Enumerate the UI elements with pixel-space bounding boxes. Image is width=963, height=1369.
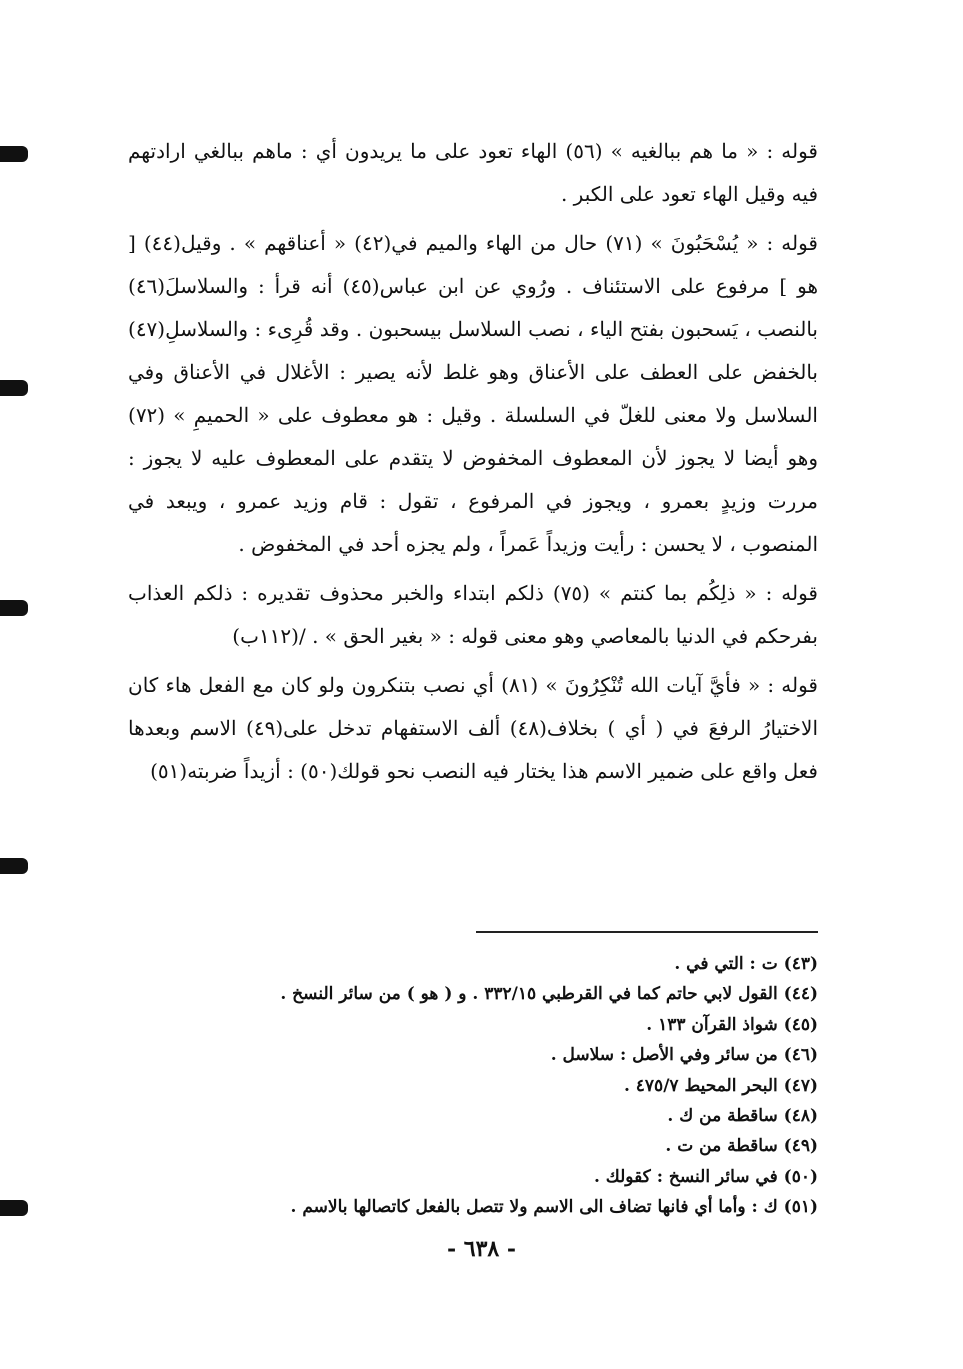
footnote: (٤٤) القول لابي حاتم كما في القرطبي ٣٣٢/١٥ . و ( هو ) من سائر النسخ . — [280, 984, 818, 1005]
main-text — [128, 130, 818, 799]
footnotes — [128, 949, 818, 1223]
footnote: (٥٠) في سائر النسخ : كقولك . — [593, 1166, 818, 1187]
paragraph: قوله : « يُسْحَبُونَ » (٧١) حال من الهاء والميم في(٤٢) « أعناقهم » . وقيل(٤٤) [ هو ] مرفوع على الاستئناف . ورُوي عن ابن عباس(٤٥) أنه قرأ : والسلاسلَ(٤٦) بالنصب ، يَسحبون بفتح الياء ، نصب السلاسل بيسحبون . وقد قُرِىء : والسلاسلِ(٤٧) بالخفض على العطف على الأعناق وهو غلط لأنه يصير : الأغلال في الأعناق وفي السلاسل ولا معنى للغلّ في السلسلة . وقيل : هو معطوف على « الحميمِ » (٧٢) وهو أيضا لا يجوز لأن المعطوف المخفوض لا يتقدم على المعطوف عليه لا يجوز : مررت وزيدٍ بعمرو ، ويجوز في المرفوع ، تقول : قام وزيد عمرو ، ويبعد في المنصوب ، لا يحسن : رأيت وزيداً عَمراً ، ولم يجزه أحد في المخفوض . — [128, 231, 818, 556]
scan-margin-mark — [0, 380, 28, 396]
footnote: (٤٣) ت : التي في . — [674, 954, 818, 974]
footnote-divider — [476, 931, 818, 933]
paragraph: قوله : « ذلِكُم بما كنتم » (٧٥) ذلكم ابتداء والخبر محذوف تقديره : ذلكم العذاب بفرحكم في الدنيا بالمعاصي وهو معنى قوله : « بغير الحق » . /(١١٢ب) — [128, 581, 818, 648]
scan-margin-mark — [0, 600, 28, 616]
scan-margin-mark — [0, 146, 28, 162]
footnote: (٤٧) البحر المحيط ٤٧٥/٧ . — [623, 1075, 818, 1096]
footnote: (٤٩) ساقطة من ت . — [665, 1136, 818, 1157]
page-number: - ٦٣٨ - — [446, 1236, 517, 1262]
scan-margin-mark — [0, 1200, 28, 1216]
footnote: (٤٦) من سائر وفي الأصل : سلاسل . — [550, 1045, 818, 1066]
footnote: (٤٥) شواذ القرآن ١٣٣ . — [646, 1014, 818, 1035]
paragraph: قوله : « ما هم ببالغيه » (٥٦) الهاء تعود على ما يريدون أي : ماهم ببالغي ارادتهم فيه وقيل الهاء تعود على الكبر . — [128, 139, 818, 206]
footnote: (٤٨) ساقطة من ك . — [667, 1106, 818, 1127]
paragraph: قوله : « فأيَّ آيات الله تُنْكِرُونَ » (٨١) أي نصب بتنكرون ولو كان مع الفعل هاء كان الاختيارُ الرفعَ في ( أي ) بخلاف(٤٨) ألف الاستفهام تدخل على(٤٩) الاسم وبعدها فعل واقع على ضمير الاسم هذا يختار فيه النصب نحو قولك(٥٠) : أزيداً ضربته(٥١) — [128, 673, 818, 783]
scan-margin-mark — [0, 858, 28, 874]
footnote: (٥١) ك : وأما أي فانها تضاف الى الاسم ولا تتصل بالفعل كاتصالها بالاسم . — [290, 1197, 818, 1218]
